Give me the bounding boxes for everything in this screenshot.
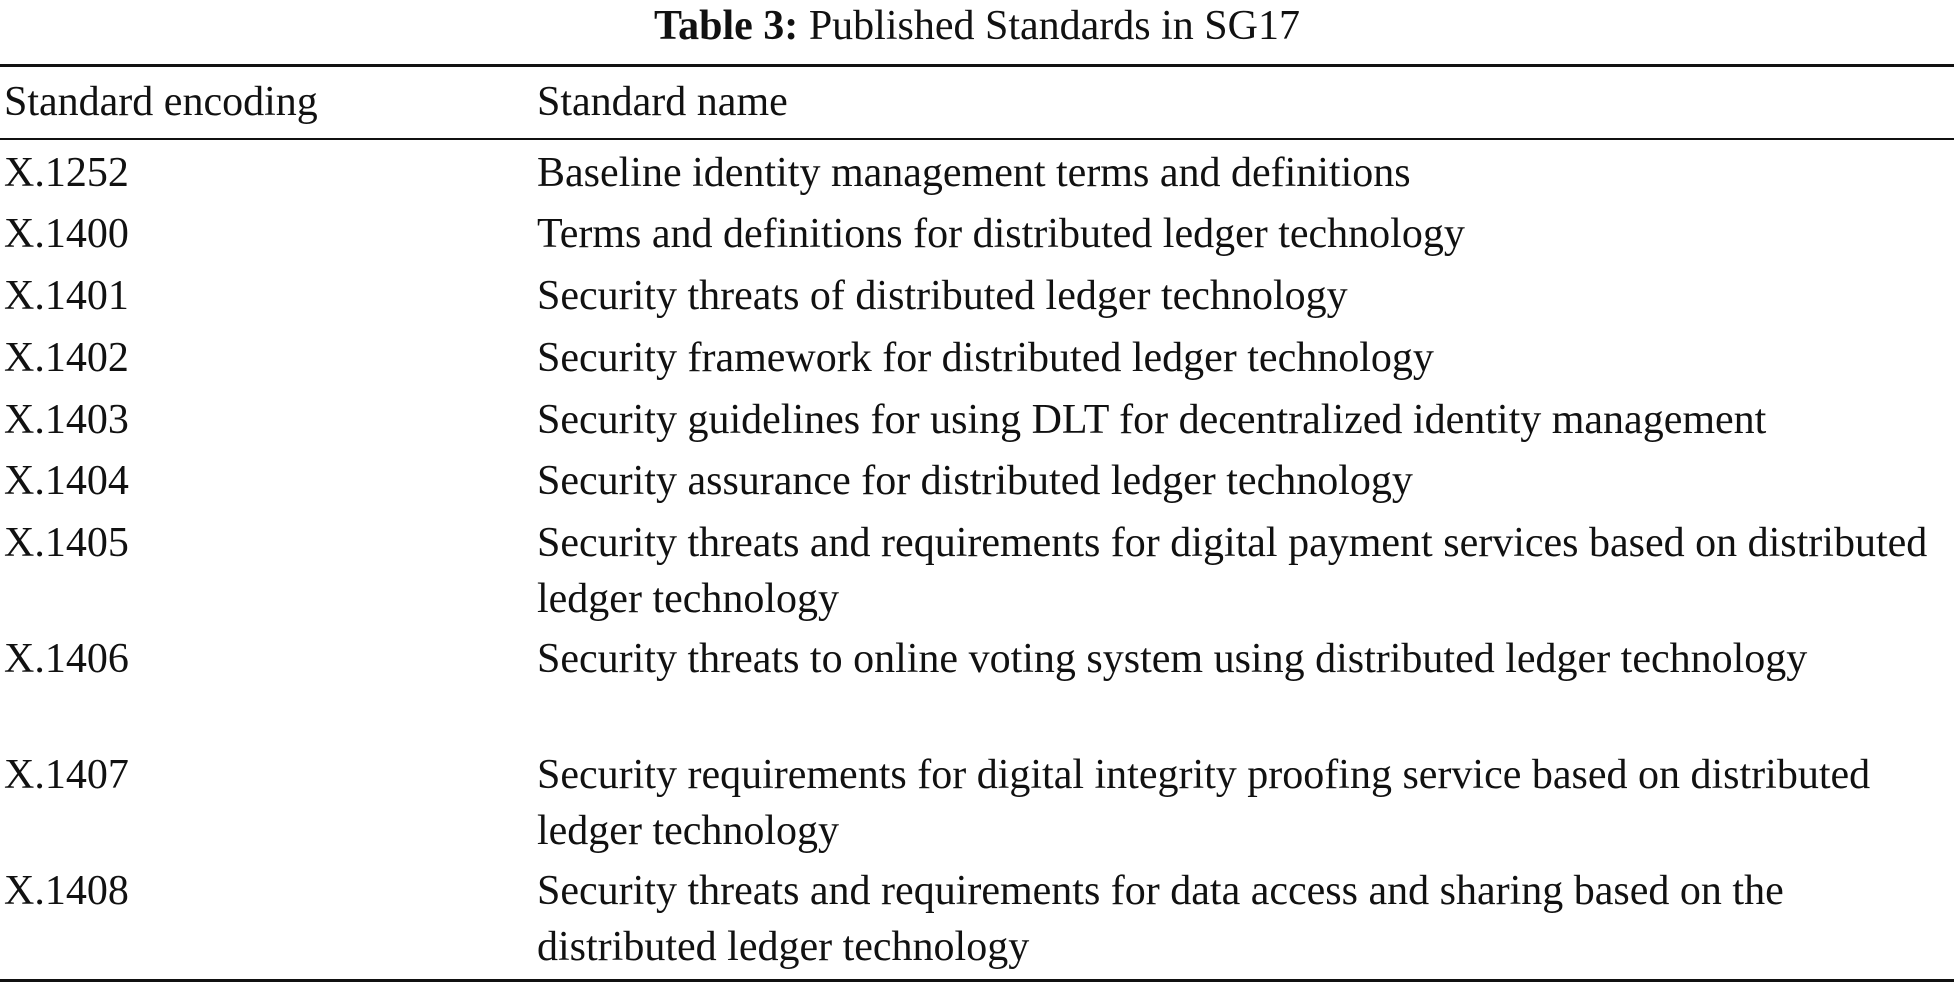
standard-code: X.1404 <box>4 458 129 504</box>
table-header-row <box>0 74 1954 134</box>
table-row <box>0 330 1954 380</box>
standard-name: Security threats and requirements for data access and sharing based on the distributed ledger technology <box>537 868 1784 970</box>
standard-code: X.1400 <box>4 211 129 257</box>
table-caption-title: Published Standards in SG17 <box>808 3 1300 49</box>
standard-code: X.1402 <box>4 335 129 381</box>
standard-code: X.1408 <box>4 868 129 914</box>
table-bottom-rule <box>0 979 1954 982</box>
standard-code: X.1405 <box>4 520 129 566</box>
standard-name: Security assurance for distributed ledger technology <box>537 458 1413 504</box>
standard-name: Baseline identity management terms and definitions <box>537 150 1411 196</box>
table-row <box>0 863 1954 975</box>
table-row <box>0 145 1954 195</box>
standard-code: X.1401 <box>4 273 129 319</box>
standard-name: Security guidelines for using DLT for decentralized identity management <box>537 397 1767 443</box>
table-row <box>0 631 1954 743</box>
header-standard-encoding: Standard encoding <box>4 79 318 125</box>
table-top-rule <box>0 64 1954 67</box>
table-row <box>0 206 1954 256</box>
table-row <box>0 747 1954 859</box>
table-caption-label: Table 3: <box>653 3 799 49</box>
standard-name: Security framework for distributed ledger technology <box>537 335 1434 381</box>
table-row <box>0 268 1954 318</box>
table-row <box>0 515 1954 627</box>
table-caption <box>0 0 1954 52</box>
standard-code: X.1407 <box>4 752 129 798</box>
standard-code: X.1252 <box>4 150 129 196</box>
standard-code: X.1406 <box>4 636 129 682</box>
table-row <box>0 453 1954 503</box>
standard-name: Security requirements for digital integrity proofing service based on distributed ledger technology <box>537 752 1871 854</box>
header-standard-name: Standard name <box>537 79 788 125</box>
standard-name: Security threats and requirements for digital payment services based on distributed ledger technology <box>537 520 1928 622</box>
standard-name: Terms and definitions for distributed ledger technology <box>537 211 1465 257</box>
standard-code: X.1403 <box>4 397 129 443</box>
table-row <box>0 392 1954 442</box>
table-header-rule <box>0 138 1954 140</box>
standard-name: Security threats of distributed ledger technology <box>537 273 1348 319</box>
standard-name: Security threats to online voting system using distributed ledger technology <box>537 636 1808 682</box>
